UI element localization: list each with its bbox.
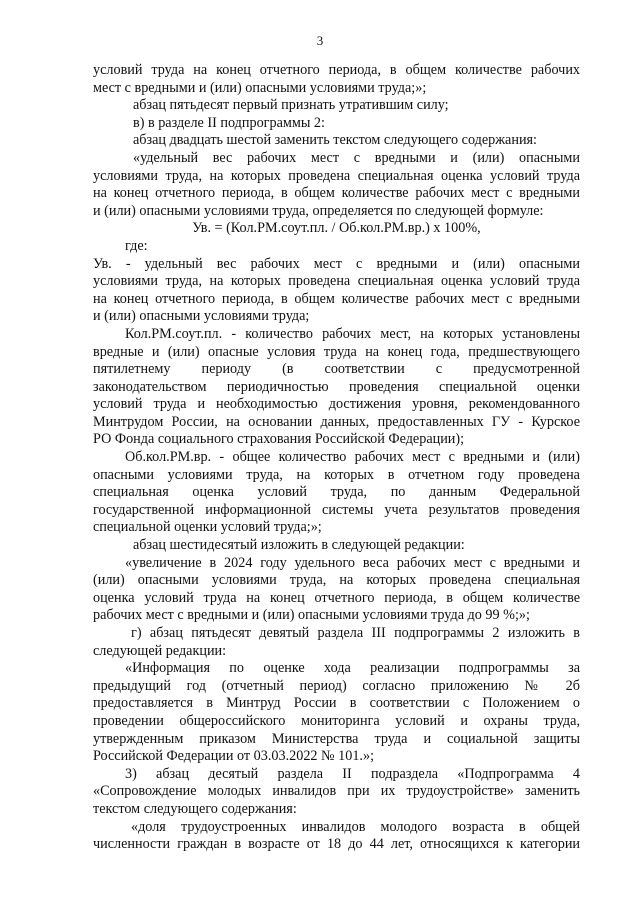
text-line: абзац двадцать шестой заменить текстом следующего содержания: — [133, 132, 538, 149]
text-line: Ув. = (Кол.РМ.соут.пл. / Об.кол.РМ.вр.) x 100%, — [192, 220, 481, 237]
text-line: условий труда на конец отчетного периода, в общем количестве рабочих — [93, 62, 580, 78]
text-line: Ув. - удельный вес рабочих мест с вредными и (или) опасными — [93, 255, 580, 272]
page-number: 3 — [316, 33, 324, 48]
text-line: следующей редакции: — [93, 642, 227, 659]
text-line: (или) опасными условиями труда, на которых проведена специальная — [93, 572, 580, 589]
text-line: 3) абзац десятый раздела II подраздела «Подпрограмма 4 — [125, 765, 580, 782]
text-line: Минтрудом России, на основании данных, предоставленных ГУ - Курское — [93, 413, 580, 430]
text-line: оценка условий труда на конец отчетного периода, в общем количестве — [93, 589, 580, 606]
text-line: РО Фонда социального страхования Российской Федерации); — [93, 431, 465, 448]
text-line: специальная оценка условий труда, по данным Федеральной — [93, 484, 580, 501]
text-line: вредные и (или) опасные условия труда на конец года, предшествующего — [93, 343, 580, 360]
text-line: «удельный вес рабочих мест с вредными и (или) опасными — [133, 149, 580, 166]
text-line: Кол.РМ.соут.пл. - количество рабочих мест, на которых установлены — [125, 325, 580, 342]
text-line: абзац шестидесятый изложить в следующей редакции: — [133, 537, 465, 554]
document-body — [93, 62, 580, 854]
text-line: опасными условиями труда, на которых в отчетном году проведена — [93, 466, 580, 483]
text-line: Российской Федерации от 03.03.2022 № 101.»; — [93, 748, 375, 765]
text-line: «доля трудоустроенных инвалидов молодого возраста в общей — [131, 818, 580, 835]
text-line: «Сопровождение молодых инвалидов при их трудоустройстве» заменить — [93, 783, 580, 800]
text-line: предыдущий год (отчетный период) согласно приложению № 2б — [93, 677, 580, 694]
text-line: на конец отчетного периода, в общем количестве рабочих мест с вредными — [93, 185, 580, 202]
text-line: предоставляется в Минтруд России в соответствии с Положением о — [93, 695, 580, 712]
text-line: Об.кол.РМ.вр. - общее количество рабочих мест с вредными и (или) — [125, 449, 580, 466]
text-line: пятилетнему периоду (в соответствии с предусмотренной — [93, 361, 580, 378]
text-line: и (или) опасными условиями труда, определяется по следующей формуле: — [93, 202, 544, 219]
text-line: условий труда и необходимостью достижения уровня, рекомендованного — [93, 396, 580, 413]
text-line: мест с вредными и (или) опасными условиями труда;»; — [93, 79, 427, 96]
text-line: «увеличение в 2024 году удельного веса рабочих мест с вредными и — [125, 554, 580, 571]
text-line: проведении общероссийского мониторинга условий и охраны труда, — [93, 712, 580, 729]
text-line: и (или) опасными условиями труда; — [93, 308, 310, 325]
text-line: г) абзац пятьдесят девятый раздела III подпрограммы 2 изложить в — [131, 625, 580, 641]
text-line: условиями труда, на которых проведена специальная оценка условий труда — [93, 273, 580, 290]
text-line: текстом следующего содержания: — [93, 800, 297, 817]
text-line: абзац пятьдесят первый признать утратившим силу; — [133, 97, 449, 114]
text-line: где: — [125, 237, 148, 254]
text-line: численности граждан в возрасте от 18 до 44 лет, относящихся к категории — [93, 836, 580, 853]
text-line: законодательством периодичностью проведения специальной оценки — [93, 378, 580, 395]
text-line: специальной оценки условий труда;»; — [93, 519, 322, 536]
text-line: условиями труда, на которых проведена специальная оценка условий труда — [93, 167, 580, 184]
text-line: государственной информационной системы учета результатов проведения — [93, 501, 580, 518]
text-line: «Информация по оценке хода реализации подпрограммы за — [125, 660, 580, 677]
text-line: рабочих мест с вредными и (или) опасными условиями труда до 99 %;»; — [93, 607, 530, 624]
text-line: утвержденным приказом Министерства труда и социальной защиты — [93, 730, 580, 747]
text-line: на конец отчетного периода, в общем количестве рабочих мест с вредными — [93, 290, 580, 307]
text-line: в) в разделе II подпрограммы 2: — [133, 114, 325, 131]
